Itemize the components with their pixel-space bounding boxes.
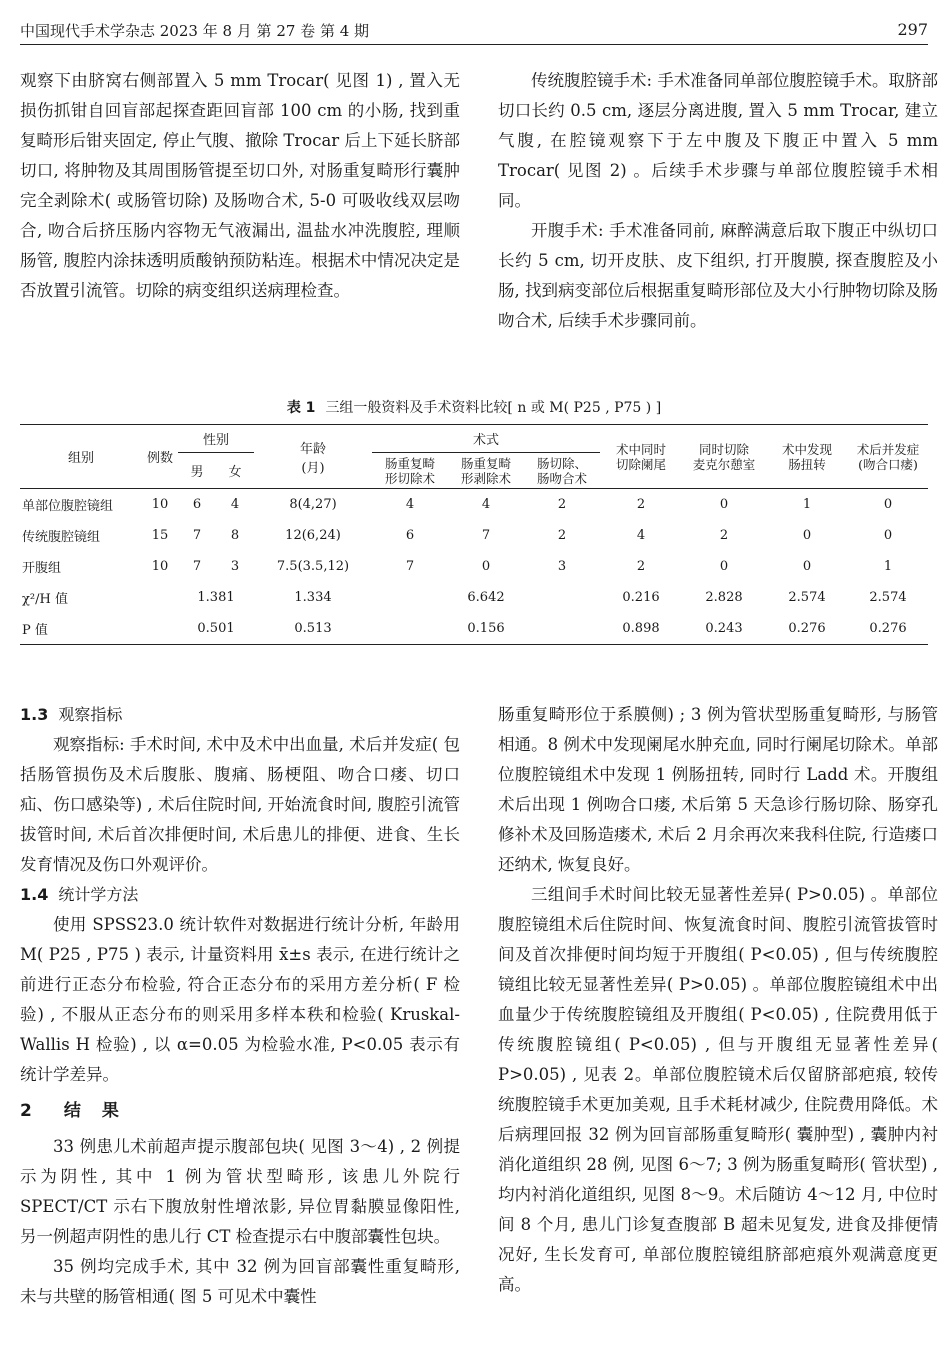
section-heading-1-4: 1.4 统计学方法: [20, 885, 139, 904]
header-meckel: 同时切除 麦克尔憩室: [682, 425, 766, 489]
data-table: [20, 424, 928, 645]
header-female: 女: [216, 453, 254, 489]
table-row-p: P 值 0.501 0.513 0.156 0.898 0.243 0.276 0.276: [20, 613, 928, 645]
header-surgery: 术式: [372, 425, 600, 453]
bottom-right-column: [498, 700, 938, 1300]
page-header: [20, 20, 928, 45]
paragraph-observation: 观察指标: 手术时间, 术中及术中出血量, 术后并发症( 包括肠管损伤及术后腹胀、腹痛、肠梗阻、吻合口瘘、切口疝、伤口感染等) , 术后住院时间, 开始流食时间, 腹腔引流管拔管时间, 术后首次排便时间, 术后患儿的排便、进食、生长发育情况及伤口外观评价。: [20, 735, 460, 874]
table-caption: [20, 397, 928, 417]
bottom-left-column: [20, 700, 460, 1312]
section-heading-2: 2 结 果: [20, 1101, 121, 1121]
paragraph-results-1: 33 例患儿术前超声提示腹部包块( 见图 3～4) , 2 例提示为阴性, 其中 1 例为管状型畸形, 该患儿外院行 SPECT/CT 示右下腹放射性增浓影, 异位胃黏膜显像阳性, 另一例超声阴性的患儿行 CT 检查提示右中腹部囊性包块。: [20, 1137, 460, 1246]
top-left-column: [20, 66, 460, 306]
header-sex: 性别: [178, 425, 254, 453]
header-complication: 术后并发症 (吻合口瘘): [848, 425, 928, 489]
paragraph-traditional-laparoscopy: 传统腹腔镜手术: 手术准备同单部位腹腔镜手术。取脐部切口长约 0.5 cm, 逐层分离进腹, 置入 5 mm Trocar, 建立气腹, 在腔镜观察下于左中腹及下腹正中置入 5 mm Trocar( 见图 2) 。后续手术步骤与单部位腹腔镜手术相同。: [498, 71, 938, 210]
paragraph-statistics: 使用 SPSS23.0 统计软件对数据进行统计分析, 年龄用 M( P25 , P75 ) 表示, 计量资料用 x̄±s 表示, 在进行统计之前进行正态分布检验, 符合正态分布的采用方差分析( F 检验) , 不服从正态分布的则采用多样本秩和检验( Kruskal-Wallis H 检验) , 以 α=0.05 为检验水准, P<0.05 表示有统计学差异。: [20, 915, 460, 1084]
table-row: 开腹组 10 7 3 7.5(3.5,12) 7 0 3 2 0 0 1: [22, 559, 893, 576]
paragraph-results-3: 肠重复畸形位于系膜侧) ; 3 例为管状型肠重复畸形, 与肠管相通。8 例术中发现阑尾水肿充血, 同时行阑尾切除术。单部位腹腔镜组术中发现 1 例肠扭转, 同时行 Ladd 术。开腹组术后出现 1 例吻合口瘘, 术后第 5 天急诊行肠切除、肠穿孔修补术及回肠造瘘术, 术后 2 月余再次来我科住院, 行造瘘口还纳术, 恢复良好。: [498, 705, 938, 874]
header-op1: 肠重复畸 形切除术: [372, 453, 448, 489]
table-row: 传统腹腔镜组 15 7 8 12(6,24) 6 7 2 4 2 0 0: [22, 528, 893, 545]
header-age: 年龄 (月): [254, 425, 372, 489]
header-group: 组别: [20, 425, 142, 489]
header-volvulus: 术中发现 肠扭转: [766, 425, 848, 489]
top-right-column: [498, 66, 938, 336]
header-op3: 肠切除、 肠吻合术: [524, 453, 600, 489]
table-row: 单部位腹腔镜组 10 6 4 8(4,27) 4 4 2 2 0 1 0: [22, 497, 893, 514]
paragraph: 观察下由脐窝右侧部置入 5 mm Trocar( 见图 1) , 置入无损伤抓钳自回盲部起探查距回盲部 100 cm 的小肠, 找到重复畸形后钳夹固定, 停止气腹、撤除 Trocar 后上下延长脐部切口, 将肿物及其周围肠管提至切口外, 对肠重复畸形行囊肿完全剥除术( 或肠管切除) 及肠吻合术, 5-0 可吸收线双层吻合, 吻合后挤压肠内容物无气液漏出, 温盐水冲洗腹腔, 理顺肠管, 腹腔内涂抹透明质酸钠预防粘连。根据术中情况决定是否放置引流管。切除的病变组织送病理检查。: [20, 71, 460, 300]
table-title: 三组一般资料及手术资料比较[ n 或 M( P25 , P75 ) ]: [325, 400, 662, 416]
paragraph-results-2: 35 例均完成手术, 其中 32 例为回盲部囊性重复畸形, 未与共壁的肠管相通( 图 5 可见术中囊性: [20, 1257, 460, 1306]
header-cases: 例数: [142, 425, 178, 489]
header-appendix: 术中同时 切除阑尾: [600, 425, 682, 489]
page-number: 297: [897, 20, 928, 39]
paragraph-open-surgery: 开腹手术: 手术准备同前, 麻醉满意后取下腹正中纵切口长约 5 cm, 切开皮肤、皮下组织, 打开腹膜, 探查腹腔及小肠, 找到病变部位后根据重复畸形部位及大小行肿物切除及肠吻合术, 后续手术步骤同前。: [498, 221, 938, 330]
header-op2: 肠重复畸 形剥除术: [448, 453, 524, 489]
paragraph-results-4: 三组间手术时间比较无显著性差异( P>0.05) 。单部位腹腔镜组术后住院时间、恢复流食时间、腹腔引流管拔管时间及首次排便时间均短于开腹组( P<0.05) , 但与传统腹腔镜组比较无显著性差异( P>0.05) 。单部位腹腔镜组术中出血量少于传统腹腔镜组及开腹组( P<0.05) , 住院费用低于传统腹腔镜组( P<0.05) , 但与开腹组无显著性差异( P>0.05) , 见表 2。单部位腹腔镜术后仅留脐部疤痕, 较传统腹腔镜手术更加美观, 且手术耗材减少, 住院费用降低。术后病理回报 32 例为回盲部肠重复畸形( 囊肿型) , 囊肿内衬消化道组织 28 例, 见图 6～7; 3 例为肠重复畸形( 管状型) , 均内衬消化道组织, 见图 8～9。术后随访 4～12 月, 中位时间 8 个月, 患儿门诊复查腹部 B 超未见复发, 进食及排便情况好, 生长发育可, 单部位腹腔镜组脐部疤痕外观满意度更高。: [498, 885, 938, 1294]
journal-title: 中国现代手术学杂志 2023 年 8 月 第 27 卷 第 4 期: [20, 22, 370, 40]
table-label: 表 1: [286, 400, 316, 416]
header-male: 男: [178, 453, 216, 489]
table-row-chi: χ²/H 值 1.381 1.334 6.642 0.216 2.828 2.574 2.574: [22, 590, 907, 607]
section-heading-1-3: 1.3 观察指标: [20, 705, 123, 724]
